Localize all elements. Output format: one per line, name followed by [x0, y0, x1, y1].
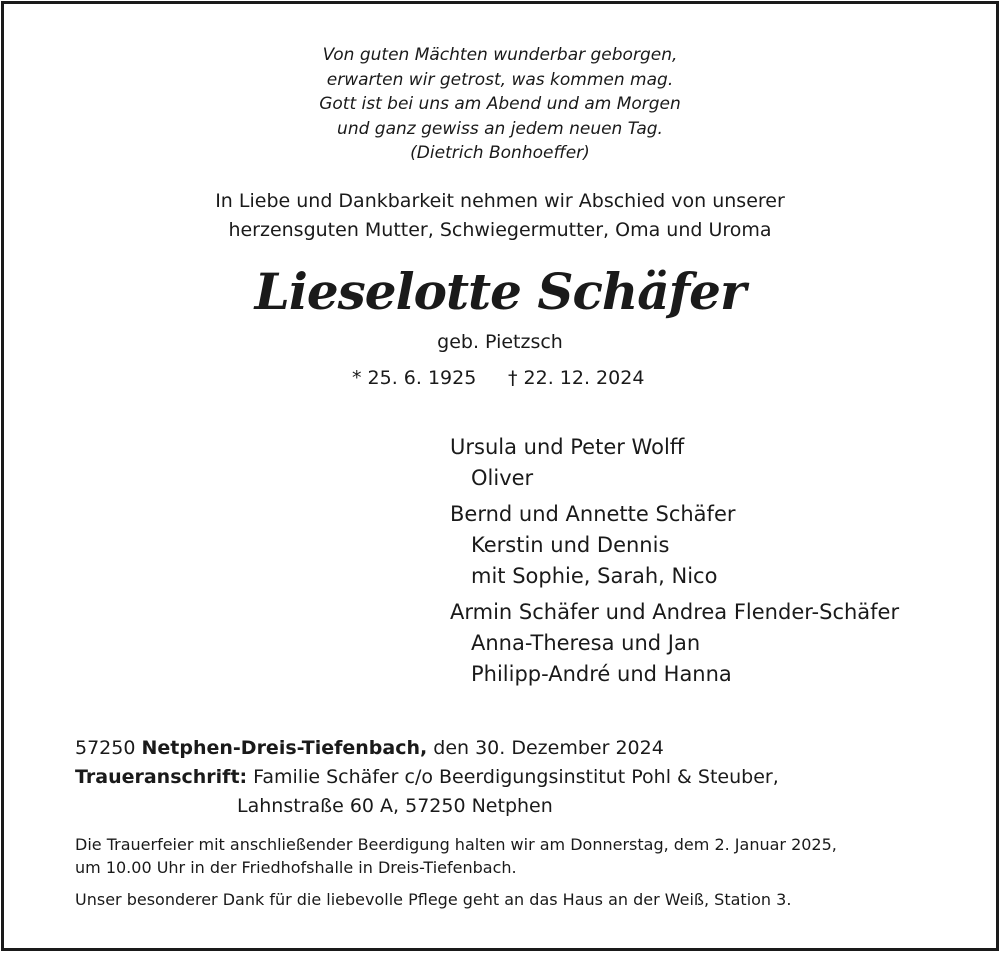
poem-line: Von guten Mächten wunderbar geborgen, [322, 45, 678, 65]
poem-attribution: (Dietrich Bonhoeffer) [410, 143, 590, 163]
family-member: Oliver [471, 466, 534, 490]
birth-date: * 25. 6. 1925 [352, 367, 477, 389]
family-head: Armin Schäfer und Andrea Flender-Schäfer [450, 600, 900, 624]
funeral-line: um 10.00 Uhr in der Friedhofshalle in Dreis-Tiefenbach. [75, 858, 517, 877]
zip-code: 57250 [75, 737, 136, 759]
family-head: Ursula und Peter Wolff [450, 435, 685, 459]
intro-line: In Liebe und Dankbarkeit nehmen wir Abschied von unserer [215, 190, 785, 212]
family-head: Bernd und Annette Schäfer [450, 502, 736, 526]
birth-name: geb. Pietzsch [437, 331, 563, 353]
poem [0, 43, 1000, 166]
funeral-line: Die Trauerfeier mit anschließender Beerdigung halten wir am Donnerstag, dem 2. Januar 2025, [75, 835, 837, 854]
address-line [75, 763, 779, 792]
notice-date: den 30. Dezember 2024 [433, 737, 664, 759]
poem-line: erwarten wir getrost, was kommen mag. [326, 69, 674, 90]
address-label: Traueranschrift: [75, 766, 248, 788]
thanks-line: Unser besonderer Dank für die liebevolle Pflege geht an das Haus an der Weiß, Station 3. [75, 890, 792, 909]
poem-line: und ganz gewiss an jedem neuen Tag. [337, 118, 663, 139]
town: Netphen-Dreis-Tiefenbach, [141, 737, 428, 759]
intro-text [0, 187, 1000, 245]
death-date: † 22. 12. 2024 [508, 367, 645, 389]
address-line1: Familie Schäfer c/o Beerdigungsinstitut Pohl & Steuber, [253, 766, 779, 788]
intro-line: herzensguten Mutter, Schwiegermutter, Oma und Uroma [228, 219, 772, 241]
deceased-name: Lieselotte Schäfer [254, 262, 746, 321]
address-line2: Lahnstraße 60 A, 57250 Netphen [237, 795, 553, 817]
place-and-address [75, 734, 779, 821]
funeral-notes [75, 833, 837, 911]
family-member: Anna-Theresa und Jan [471, 631, 701, 655]
family-member: Kerstin und Dennis [471, 533, 670, 557]
family-list [450, 432, 899, 690]
family-member: Philipp-André und Hanna [471, 662, 732, 686]
place-date-line [75, 734, 779, 763]
family-member: mit Sophie, Sarah, Nico [471, 564, 718, 588]
poem-line: Gott ist bei uns am Abend und am Morgen [319, 94, 681, 114]
